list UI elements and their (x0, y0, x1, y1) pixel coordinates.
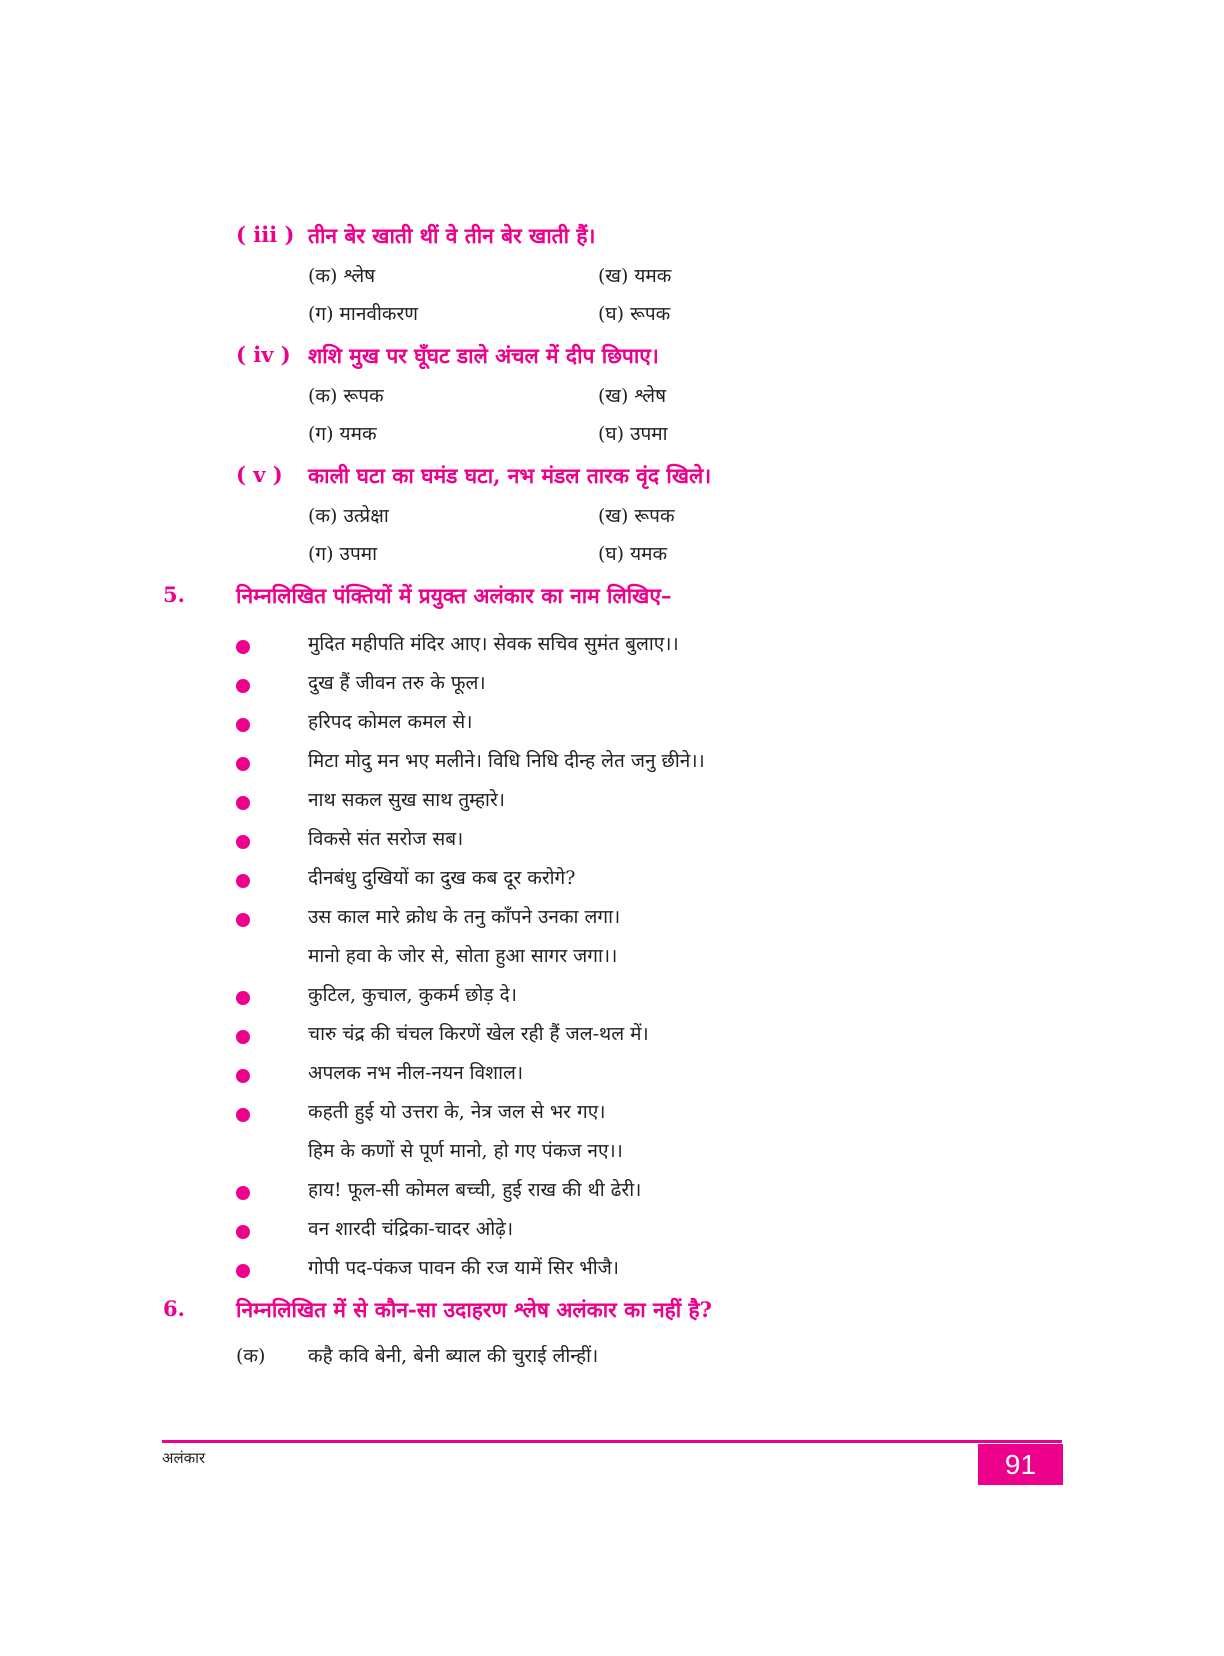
bullet-icon (236, 1225, 250, 1239)
option: (ख) श्लेष (598, 385, 667, 407)
list-item: विकसे संत सरोज सब। (308, 828, 464, 850)
option: (घ) रूपक (598, 303, 671, 325)
option: (घ) उपमा (598, 423, 668, 445)
bullet-icon (236, 640, 250, 654)
list-item-continuation: मानो हवा के जोर से, सोता हुआ सागर जगा।। (308, 945, 618, 967)
bullet-icon (236, 718, 250, 732)
bullet-icon (236, 835, 250, 849)
bullet-icon (236, 991, 250, 1005)
bullet-icon (236, 679, 250, 693)
question-text: काली घटा का घमंड घटा, नभ मंडल तारक वृंद खिले। (308, 463, 712, 488)
section-number: 5. (163, 582, 185, 607)
question-label: ( v ) (236, 462, 283, 487)
option: (ख) रूपक (598, 505, 675, 527)
list-item: नाथ सकल सुख साथ तुम्हारे। (308, 789, 505, 811)
list-item: हाय! फूल-सी कोमल बच्ची, हुई राख की थी ढेरी। (308, 1179, 642, 1201)
list-item: गोपी पद-पंकज पावन की रज यामें सिर भीजै। (308, 1257, 620, 1279)
section-heading: निम्नलिखित पंक्तियों में प्रयुक्त अलंकार का नाम लिखिए– (236, 583, 672, 608)
section-number: 6. (163, 1296, 185, 1321)
bullet-icon (236, 757, 250, 771)
bullet-icon (236, 1108, 250, 1122)
option: (ख) यमक (598, 265, 672, 287)
question-label: ( iv ) (236, 342, 291, 367)
section-heading: निम्नलिखित में से कौन-सा उदाहरण श्लेष अलंकार का नहीं है? (236, 1297, 712, 1322)
question-text: तीन बेर खाती थीं वे तीन बेर खाती हैं। (308, 223, 596, 248)
list-item: हरिपद कोमल कमल से। (308, 711, 473, 733)
bullet-icon (236, 1030, 250, 1044)
bullet-icon (236, 1069, 250, 1083)
list-item: कहती हुई यो उत्तरा के, नेत्र जल से भर गए। (308, 1101, 606, 1123)
list-item: उस काल मारे क्रोध के तनु काँपने उनका लगा। (308, 906, 621, 928)
bullet-icon (236, 1186, 250, 1200)
option: (ग) मानवीकरण (308, 303, 418, 325)
bullet-icon (236, 1264, 250, 1278)
option: (घ) यमक (598, 543, 668, 565)
list-item: दुख हैं जीवन तरु के फूल। (308, 672, 486, 694)
option: (क) रूपक (308, 385, 384, 407)
bullet-icon (236, 913, 250, 927)
bullet-icon (236, 874, 250, 888)
option: (ग) यमक (308, 423, 377, 445)
option-label: (क) (236, 1345, 266, 1367)
list-item: अपलक नभ नील-नयन विशाल। (308, 1062, 524, 1084)
list-item-continuation: हिम के कणों से पूर्ण मानो, हो गए पंकज नए।। (308, 1140, 623, 1162)
question-text: शशि मुख पर घूँघट डाले अंचल में दीप छिपाए। (308, 343, 659, 368)
option: (ग) उपमा (308, 543, 378, 565)
list-item: कुटिल, कुचाल, कुकर्म छोड़ दे। (308, 984, 517, 1006)
list-item: मुदित महीपति मंदिर आए। सेवक सचिव सुमंत बुलाए।। (308, 633, 679, 655)
chapter-name: अलंकार (162, 1449, 206, 1467)
list-item: वन शारदी चंद्रिका-चादर ओढ़े। (308, 1218, 514, 1240)
question-label: ( iii ) (236, 222, 295, 247)
option: (क) श्लेष (308, 265, 376, 287)
footer-divider (162, 1440, 1062, 1443)
option: (क) उत्प्रेक्षा (308, 505, 389, 527)
list-item: मिटा मोदु मन भए मलीने। विधि निधि दीन्ह लेत जनु छीने।। (308, 750, 705, 772)
option-text: कहै कवि बेनी, बेनी ब्याल की चुराई लीन्हीं। (308, 1345, 599, 1367)
bullet-icon (236, 796, 250, 810)
page-number: 91 (978, 1444, 1063, 1485)
list-item: दीनबंधु दुखियों का दुख कब दूर करोगे? (308, 867, 576, 889)
list-item: चारु चंद्र की चंचल किरणें खेल रही हैं जल-थल में। (308, 1023, 649, 1045)
